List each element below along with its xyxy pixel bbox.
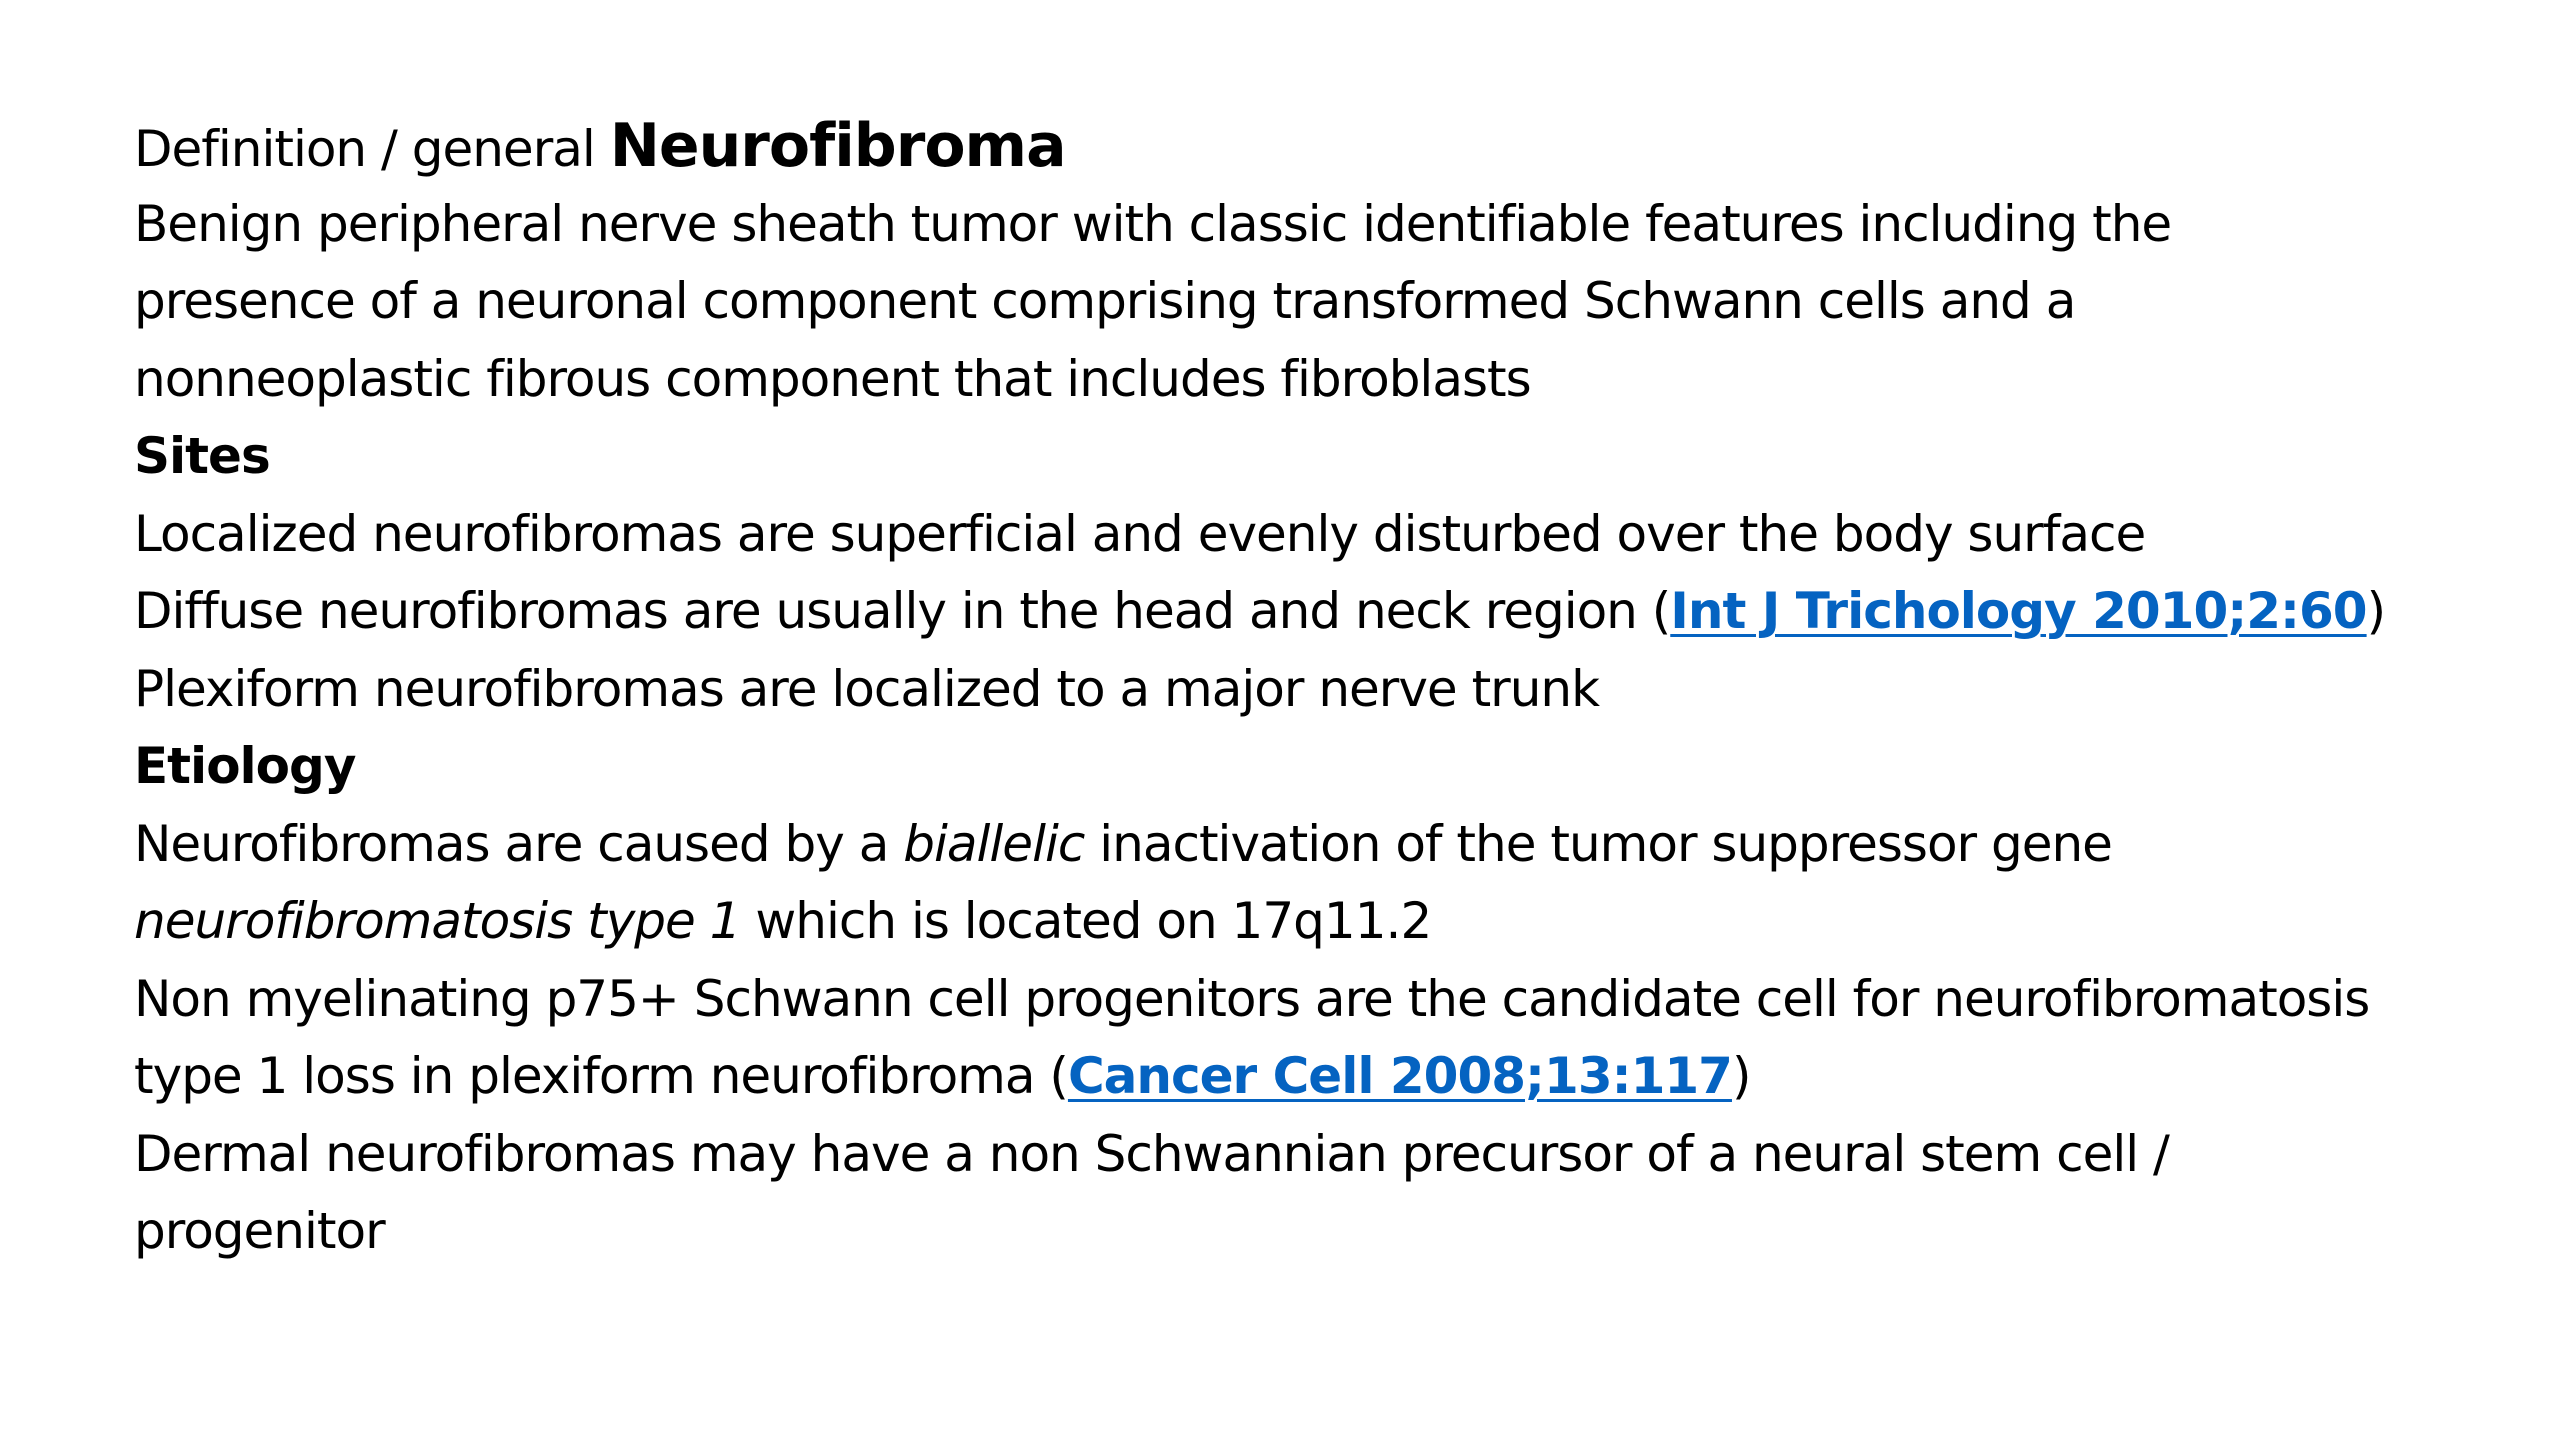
etiology-line-1-a: Neurofibromas are caused by a <box>134 814 904 873</box>
title-line <box>134 108 2534 186</box>
etiology-line-3: Non myelinating p75+ Schwann cell progenitors are the candidate cell for neurofibromatosis <box>134 969 2370 1028</box>
title-prefix: Definition / general <box>134 120 610 178</box>
etiology-line-4 <box>134 1038 2534 1116</box>
etiology-line-2 <box>134 883 2534 961</box>
etiology-line-4-close: ) <box>1731 1047 1751 1105</box>
reference-link-cancer-cell[interactable]: Cancer Cell 2008;13:117 <box>1067 1047 1732 1105</box>
etiology-line-1 <box>134 806 2534 884</box>
sites-line-3: Plexiform neurofibromas are localized to a major nerve trunk <box>134 659 1600 718</box>
etiology-biallelic: biallelic <box>903 814 1085 873</box>
definition-line-3: nonneoplastic fibrous component that includes fibroblasts <box>134 349 1531 408</box>
etiology-heading: Etiology <box>134 737 356 795</box>
etiology-line-1-b: inactivation of the tumor suppressor gene <box>1084 814 2112 873</box>
etiology-line-2-rest: which is located on 17q11.2 <box>740 892 1432 950</box>
sites-line-2-close: ) <box>2366 582 2386 640</box>
etiology-line-6: progenitor <box>134 1202 385 1260</box>
slide-content <box>134 108 2534 1271</box>
sites-heading: Sites <box>134 427 270 485</box>
sites-line-2 <box>134 573 2534 651</box>
etiology-line-4-text: type 1 loss in plexiform neurofibroma ( <box>134 1047 1068 1105</box>
etiology-gene-name: neurofibromatosis type 1 <box>134 892 741 950</box>
sites-line-1: Localized neurofibromas are superficial and evenly disturbed over the body surface <box>134 504 2146 563</box>
definition-line-1: Benign peripheral nerve sheath tumor with classic identifiable features including the <box>134 194 2172 253</box>
sites-line-2-text: Diffuse neurofibromas are usually in the head and neck region ( <box>134 582 1671 640</box>
etiology-line-5: Dermal neurofibromas may have a non Schwannian precursor of a neural stem cell / <box>134 1124 2169 1183</box>
definition-line-2: presence of a neuronal component comprising transformed Schwann cells and a <box>134 272 2076 330</box>
page-title: Neurofibroma <box>609 111 1066 181</box>
reference-link-int-j-trichology[interactable]: Int J Trichology 2010;2:60 <box>1670 582 2367 640</box>
